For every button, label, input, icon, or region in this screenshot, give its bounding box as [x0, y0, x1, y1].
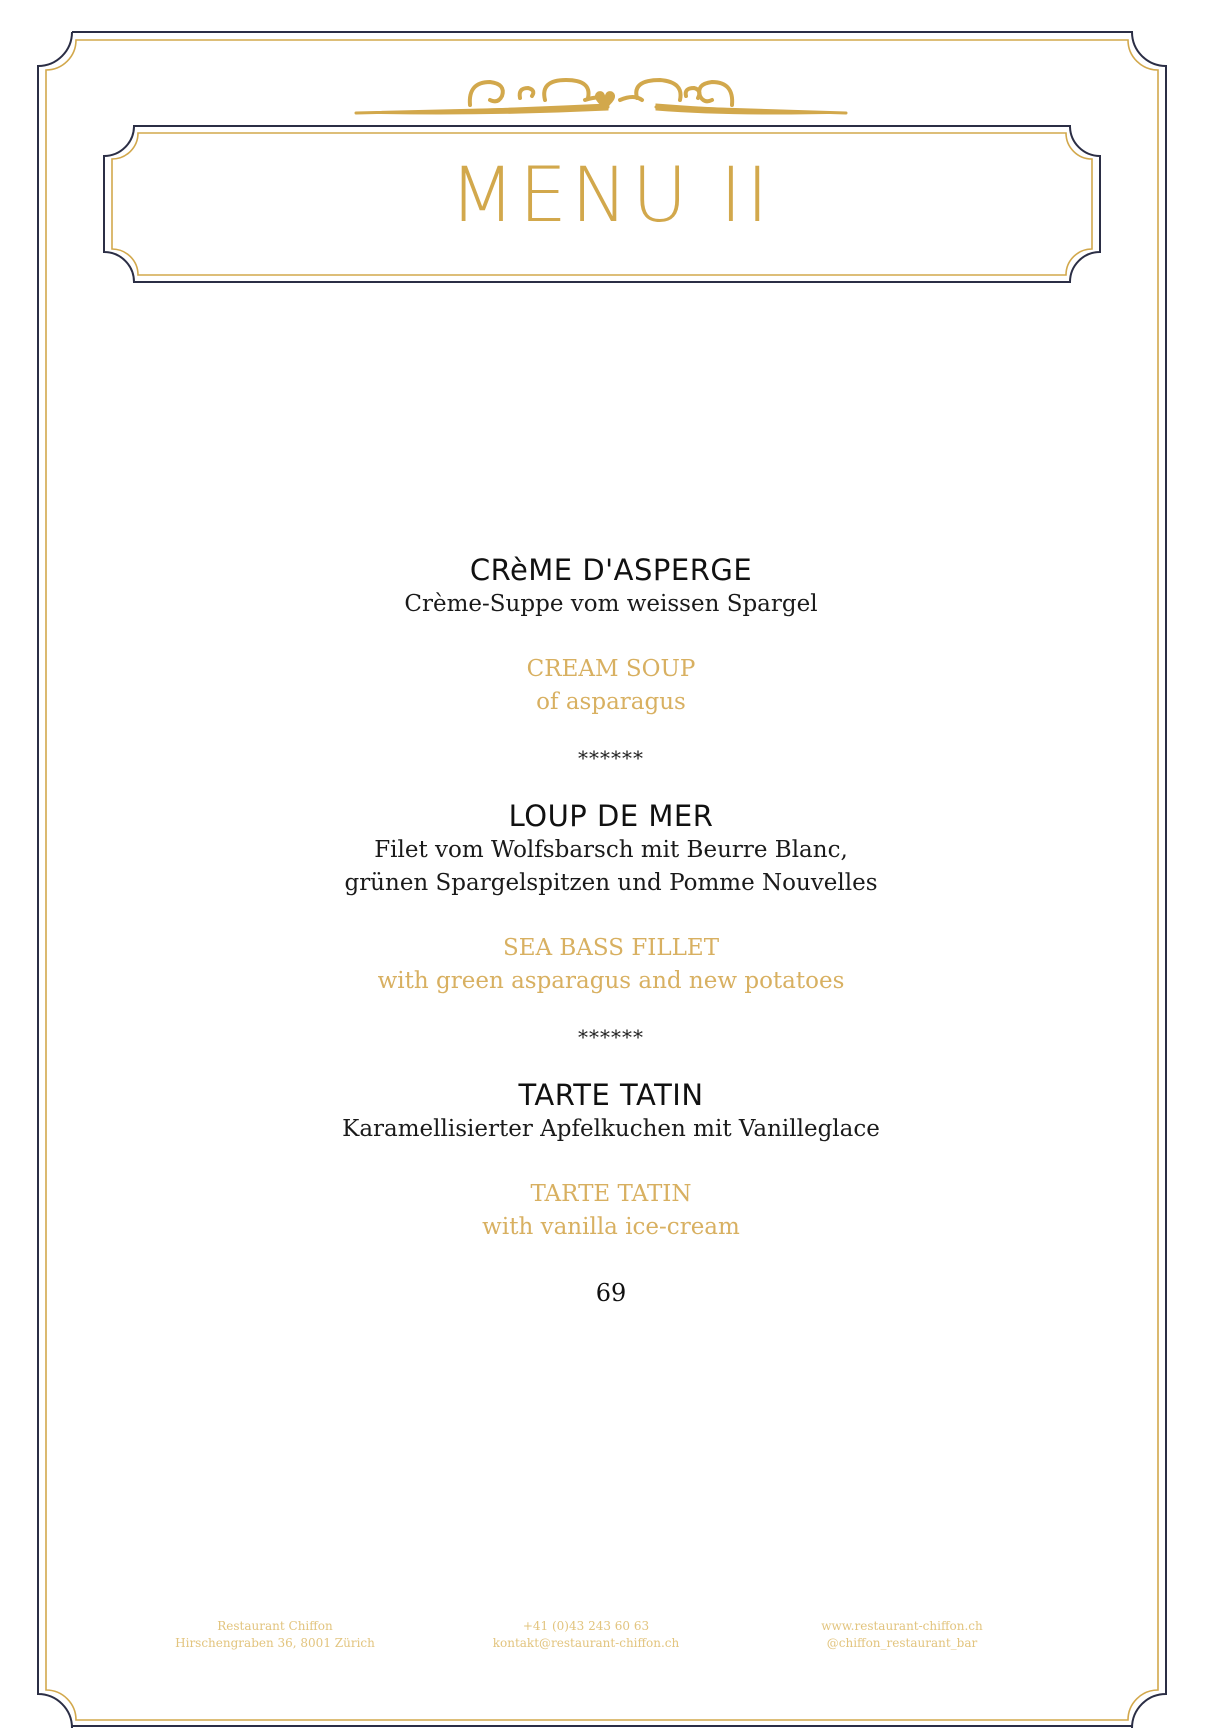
footer-instagram[interactable]: @chiffon_restaurant_bar [826, 1636, 978, 1650]
course-description: Filet vom Wolfsbarsch mit Beurre Blanc, [374, 837, 848, 863]
course-item [0, 552, 1222, 719]
footer-contact [436, 1618, 736, 1652]
footer-address [125, 1618, 425, 1652]
course-separator: ****** [578, 1025, 644, 1049]
course-separator: ****** [578, 746, 644, 770]
course-english-subtitle: with vanilla ice-cream [482, 1214, 740, 1240]
course-name: CRèME D'ASPERGE [469, 553, 753, 587]
footer-street: Hirschengraben 36, 8001 Zürich [175, 1636, 375, 1650]
footer-website[interactable]: www.restaurant-chiffon.ch [821, 1619, 983, 1633]
course-description: Karamellisierter Apfelkuchen mit Vanilleglace [342, 1116, 880, 1142]
course-item [0, 798, 1222, 998]
course-description: Crème-Suppe vom weissen Spargel [404, 591, 818, 617]
course-english-title: TARTE TATIN [530, 1181, 692, 1207]
course-english-title: SEA BASS FILLET [502, 935, 720, 961]
footer-restaurant-name: Restaurant Chiffon [217, 1619, 333, 1633]
course-item [0, 1077, 1222, 1244]
footer-phone[interactable]: +41 (0)43 243 60 63 [522, 1619, 650, 1633]
course-english-subtitle: of asparagus [536, 689, 686, 715]
course-description: grünen Spargelspitzen und Pomme Nouvelles [344, 870, 878, 896]
footer-email[interactable]: kontakt@restaurant-chiffon.ch [492, 1636, 680, 1650]
menu-title: MENU II [449, 150, 773, 239]
ornament-swirl [356, 80, 846, 114]
course-english-title: CREAM SOUP [526, 656, 696, 682]
menu-courses [0, 552, 1222, 1308]
footer-web [752, 1618, 1052, 1652]
menu-price: 69 [595, 1279, 627, 1307]
course-name: LOUP DE MER [508, 799, 714, 833]
course-name: TARTE TATIN [518, 1078, 704, 1112]
course-english-subtitle: with green asparagus and new potatoes [377, 968, 845, 994]
